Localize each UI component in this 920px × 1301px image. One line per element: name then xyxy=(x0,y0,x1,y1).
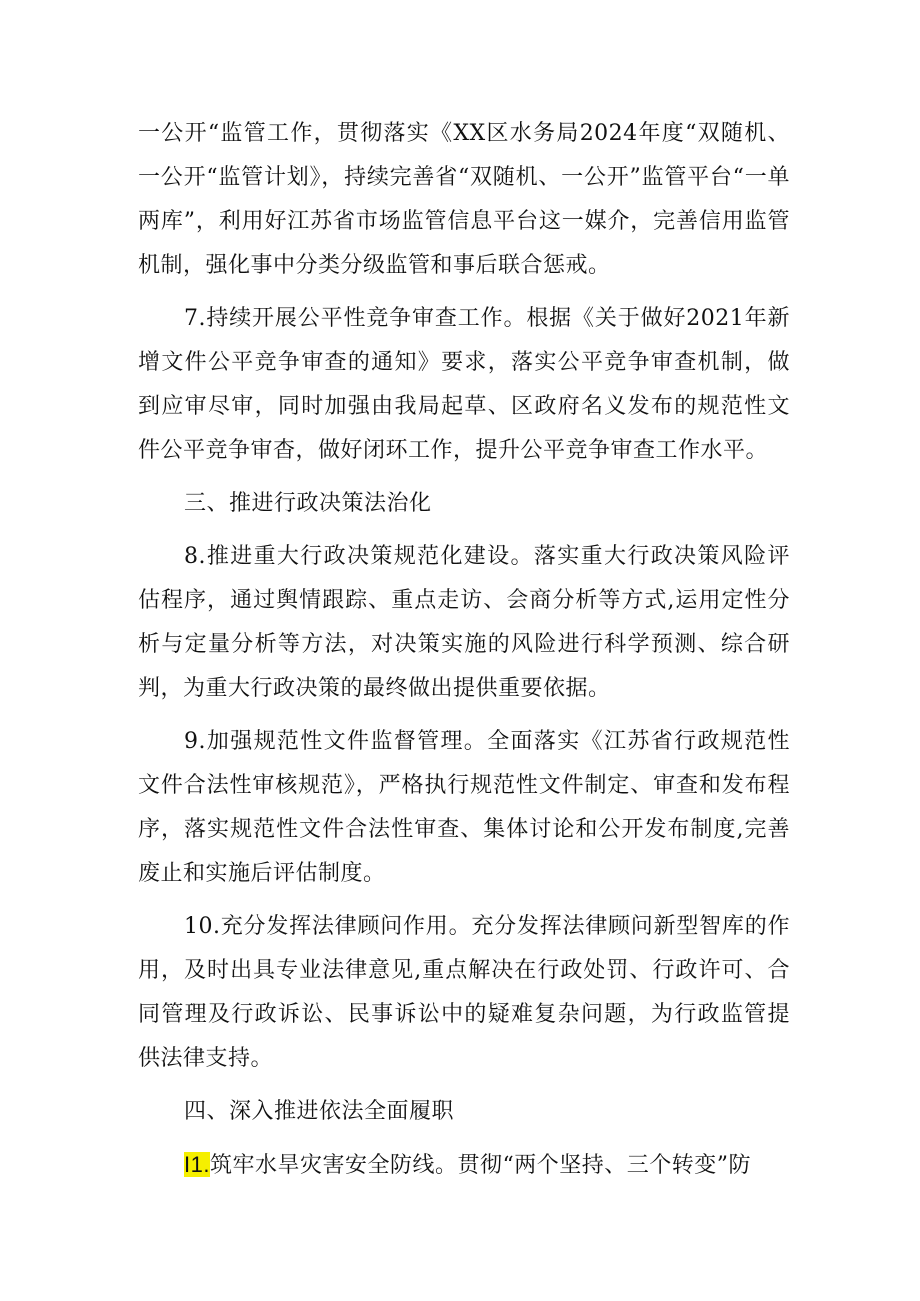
paragraph-item-11-text: 筑牢水旱灾害安全防线。贯彻“两个坚持、三个转变”防 xyxy=(209,1153,751,1178)
paragraph-item-8: 8.推进重大行政决策规范化建设。落实重大行政决策风险评估程序，通过舆情跟踪、重点走访、会商分析等方式,运用定性分析与定量分析等方法，对决策实施的风险进行科学预测、综合研判，为重大行政决策的最终做出提供重要依据。 xyxy=(138,544,790,701)
section-heading-4: 四、深入推进依法全面履职 xyxy=(184,1099,455,1124)
paragraph-continuation: 一公开“监管工作，贯彻落实《XX区水务局2024年度“双随机、一公开“监管计划》，持续完善省“双随机、一公开”监管平台“一单两库”，利用好江苏省市场监管信息平台这一媒介，完善信用监管机制，强化事中分类分级监管和事后联合惩戒。 xyxy=(138,121,790,278)
paragraph-item-9: 9.加强规范性文件监督管理。全面落实《江苏省行政规范性文件合法性审核规范》，严格执行规范性文件制定、审查和发布程序，落实规范性文件合法性审查、集体讨论和公开发布制度,完善废止和实施后评估制度。 xyxy=(138,729,790,886)
paragraph-item-11 xyxy=(138,1143,790,1188)
section-heading-3: 三、推进行政决策法治化 xyxy=(184,491,432,516)
highlighted-number: I1. xyxy=(184,1152,210,1177)
paragraph-item-7: 7.持续开展公平性竞争审查工作。根据《关于做好2021年新增文件公平竞争审查的通知》要求，落实公平竞争审查机制，做到应审尽审，同时加强由我局起草、区政府名义发布的规范性文件公平竞争审杳，做好闭环工作，提升公平竞争审查工作水平。 xyxy=(138,306,790,463)
document-body xyxy=(138,112,790,1197)
paragraph-item-10: 10.充分发挥法律顾问作用。充分发挥法律顾问新型智库的作用，及时出具专业法律意见,重点解决在行政处罚、行政许可、合同管理及行政诉讼、民事诉讼中的疑难复杂问题，为行政监管提供法律支持。 xyxy=(138,914,790,1071)
